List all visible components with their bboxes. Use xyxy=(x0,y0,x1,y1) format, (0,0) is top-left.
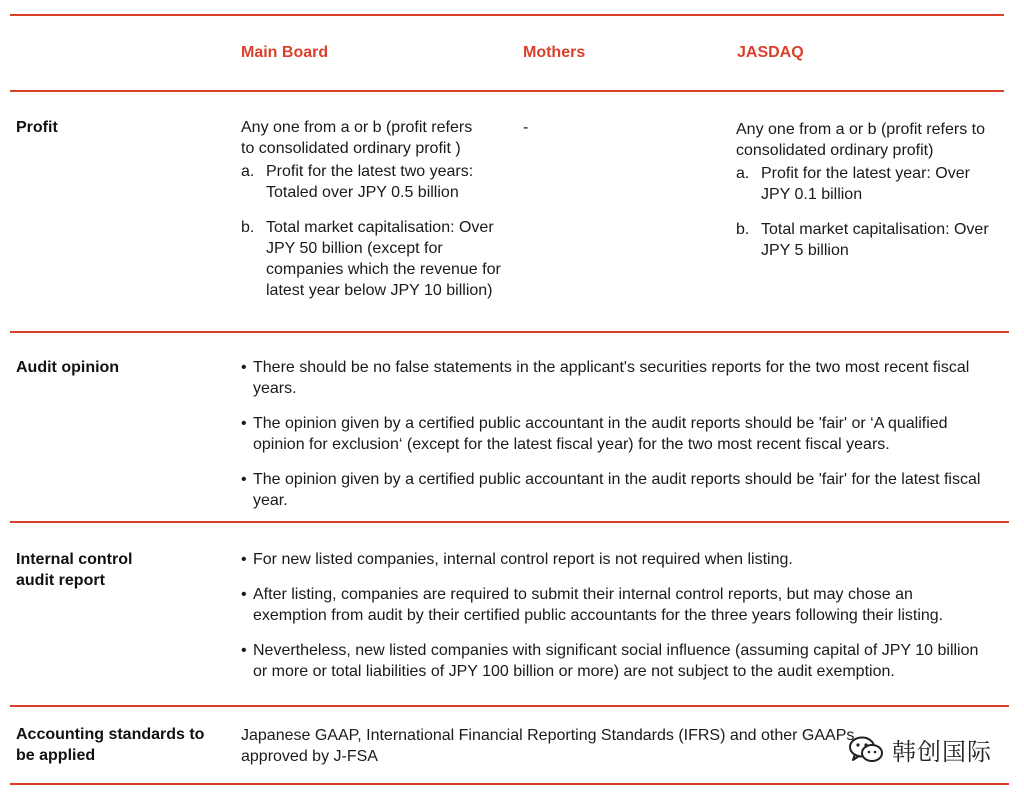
audit-bullet-text: The opinion given by a certified public accountant in the audit reports should be 'fair' for the latest fiscal year. xyxy=(253,471,981,509)
profit-jasdaq-item-b xyxy=(736,219,1001,261)
audit-bullet xyxy=(241,413,988,455)
profit-main-item-a xyxy=(241,161,506,203)
bottom-rule xyxy=(10,783,1009,785)
row-rule-internal xyxy=(10,705,1009,707)
row-rule-profit xyxy=(10,331,1009,333)
bullet-icon: • xyxy=(241,471,247,488)
top-rule xyxy=(10,14,1004,16)
header-jasdaq: JASDAQ xyxy=(737,44,804,61)
audit-bullet xyxy=(241,469,988,511)
header-main-board: Main Board xyxy=(241,44,329,61)
profit-jasdaq-item-a xyxy=(736,163,981,205)
audit-bullet xyxy=(241,357,988,399)
list-marker: a. xyxy=(241,163,255,180)
profit-main-intro: Any one from a or b (profit refers to consolidated ordinary profit ) xyxy=(241,119,473,157)
bullet-icon: • xyxy=(241,642,247,659)
list-marker: b. xyxy=(736,221,750,238)
row-label-internal-control: Internal control audit report xyxy=(16,551,133,589)
list-marker: b. xyxy=(241,219,255,236)
profit-main-item-b xyxy=(241,217,506,301)
row-label-accounting-standards: Accounting standards to be applied xyxy=(16,726,205,764)
audit-bullet-text: There should be no false statements in the applicant's securities reports for the two most recent fiscal years. xyxy=(253,359,970,397)
profit-main-b-text: Total market capitalisation: Over JPY 50 billion (except for companies which the revenue for latest year below JPY 10 billion) xyxy=(266,219,501,299)
internal-bullet xyxy=(241,584,988,626)
profit-jasdaq-intro: Any one from a or b (profit refers to consolidated ordinary profit) xyxy=(736,121,985,159)
bullet-icon: • xyxy=(241,415,247,432)
internal-bullet-text: For new listed companies, internal control report is not required when listing. xyxy=(253,551,793,568)
internal-bullet xyxy=(241,549,988,570)
accounting-standards-text: Japanese GAAP, International Financial Reporting Standards (IFRS) and other GAAPs approved by J-FSA xyxy=(241,727,855,765)
profit-jasdaq-a-text: Profit for the latest year: Over JPY 0.1 billion xyxy=(761,165,970,203)
internal-bullet-text: After listing, companies are required to submit their internal control reports, but may chose an exemption from audit by their certified public accountants for the three years following their listing. xyxy=(253,586,944,624)
bullet-icon: • xyxy=(241,359,247,376)
bullet-icon: • xyxy=(241,551,247,568)
watermark-text: 韩创国际 xyxy=(892,738,992,766)
header-rule xyxy=(10,90,1004,92)
wechat-icon xyxy=(848,735,884,765)
audit-bullet-text: The opinion given by a certified public accountant in the audit reports should be 'fair' or ‘A qualified opinion for exclusion‘ (except for the latest fiscal year) for the two most recent fiscal years. xyxy=(253,415,948,453)
internal-bullet-text: Nevertheless, new listed companies with significant social influence (assuming capital of JPY 10 billion or more or total liabilities of JPY 100 billion or more) are not subject to the audit exemption. xyxy=(253,642,979,680)
header-mothers: Mothers xyxy=(523,44,586,61)
watermark xyxy=(848,732,992,767)
list-marker: a. xyxy=(736,165,750,182)
row-label-profit: Profit xyxy=(16,119,58,136)
row-rule-audit xyxy=(10,521,1009,523)
profit-main-a-text: Profit for the latest two years: Totaled over JPY 0.5 billion xyxy=(266,163,474,201)
bullet-icon: • xyxy=(241,586,247,603)
internal-bullet xyxy=(241,640,988,682)
row-label-audit-opinion: Audit opinion xyxy=(16,359,120,376)
profit-jasdaq-b-text: Total market capitalisation: Over JPY 5 billion xyxy=(761,221,989,259)
profit-mothers-value: - xyxy=(523,119,529,136)
